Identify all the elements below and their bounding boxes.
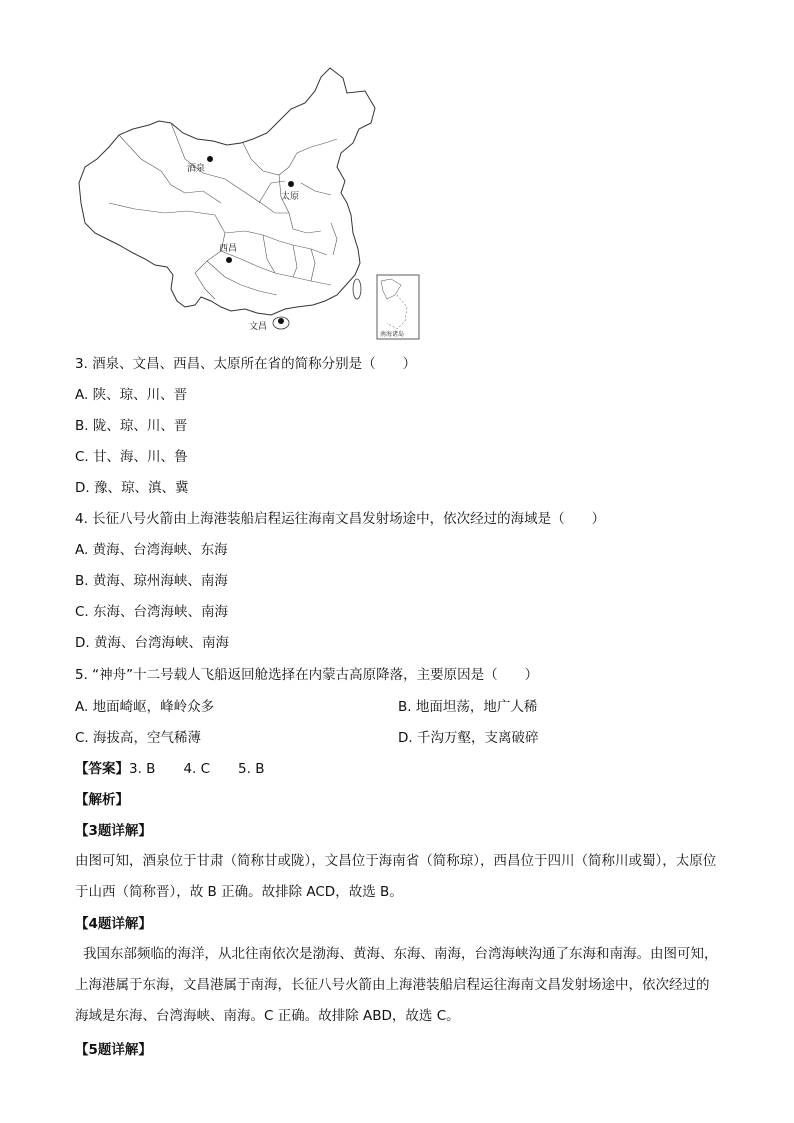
taiwan-island <box>353 279 361 299</box>
q5-option-a: A. 地面崎岖，峰岭众多 <box>75 699 215 715</box>
q5-option-d: D. 千沟万壑，支离破碎 <box>398 730 539 746</box>
q3-option-d: D. 豫、琼、滇、冀 <box>75 480 189 496</box>
xichang-label: 西昌 <box>219 244 238 254</box>
taiyuan-label: 太原 <box>281 192 300 202</box>
analysis-label: 【解析】 <box>75 792 129 808</box>
q4-detail-text: 我国东部频临的海洋，从北往南依次是渤海、黄海、东海、南海，台湾海峡沟通了东海和南海。由图可知，上海港属于东海，文昌港属于南海，长征八号火箭由上海港装船启程运往海南文昌发射场途中，依次经过的海域是东海、台湾海峡、南海。C 正确。故排除 ABD，故选 C。 <box>75 946 718 1024</box>
question-3-stem: 3. 酒泉、文昌、西昌、太原所在省的简称分别是（ ） <box>75 356 417 372</box>
q3-option-b: B. 陇、琼、川、晋 <box>75 418 188 434</box>
question-4-stem: 4. 长征八号火箭由上海港装船启程运往海南文昌发射场途中，依次经过的海域是（ ） <box>75 511 606 527</box>
q3-detail-title: 【3题详解】 <box>75 823 152 839</box>
south-sea-inset <box>377 275 419 339</box>
q4-option-d: D. 黄海、台湾海峡、南海 <box>75 635 229 651</box>
q4-option-a: A. 黄海、台湾海峡、东海 <box>75 542 228 558</box>
wenchang-marker <box>278 318 284 324</box>
answer-line <box>75 760 264 778</box>
answer-label: 【答案】 <box>75 761 129 777</box>
jiuquan-label: 酒泉 <box>187 164 206 174</box>
inset-label: 南海诸岛 <box>380 331 405 338</box>
q5-detail-title: 【5题详解】 <box>75 1042 152 1058</box>
question-5-stem: 5. “神舟”十二号载人飞船返回舱选择在内蒙古高原降落，主要原因是（ ） <box>75 667 539 683</box>
taiyuan-marker <box>288 181 294 187</box>
china-map <box>75 63 425 341</box>
jiuquan-marker <box>207 156 213 162</box>
wenchang-label: 文昌 <box>249 322 268 332</box>
q3-option-a: A. 陕、琼、川、晋 <box>75 387 188 403</box>
province-borders <box>109 123 337 299</box>
answer-item-3: 3. B <box>129 761 156 777</box>
q5-option-c: C. 海拔高，空气稀薄 <box>75 730 202 746</box>
q4-detail-title: 【4题详解】 <box>75 916 152 932</box>
xichang-marker <box>226 257 232 263</box>
q3-detail-text: 由图可知，酒泉位于甘肃（简称甘或陇），文昌位于海南省（简称琼），西昌位于四川（简称川或蜀），太原位于山西（简称晋），故 B 正确。故排除 ACD，故选 B。 <box>75 853 717 900</box>
q3-option-c: C. 甘、海、川、鲁 <box>75 449 188 465</box>
q4-option-b: B. 黄海、琼州海峡、南海 <box>75 573 228 589</box>
q5-option-b: B. 地面坦荡，地广人稀 <box>398 699 538 715</box>
answer-item-4: 4. C <box>183 761 211 777</box>
answer-item-5: 5. B <box>238 761 265 777</box>
q4-option-c: C. 东海、台湾海峡、南海 <box>75 604 229 620</box>
china-map-figure <box>75 63 425 341</box>
